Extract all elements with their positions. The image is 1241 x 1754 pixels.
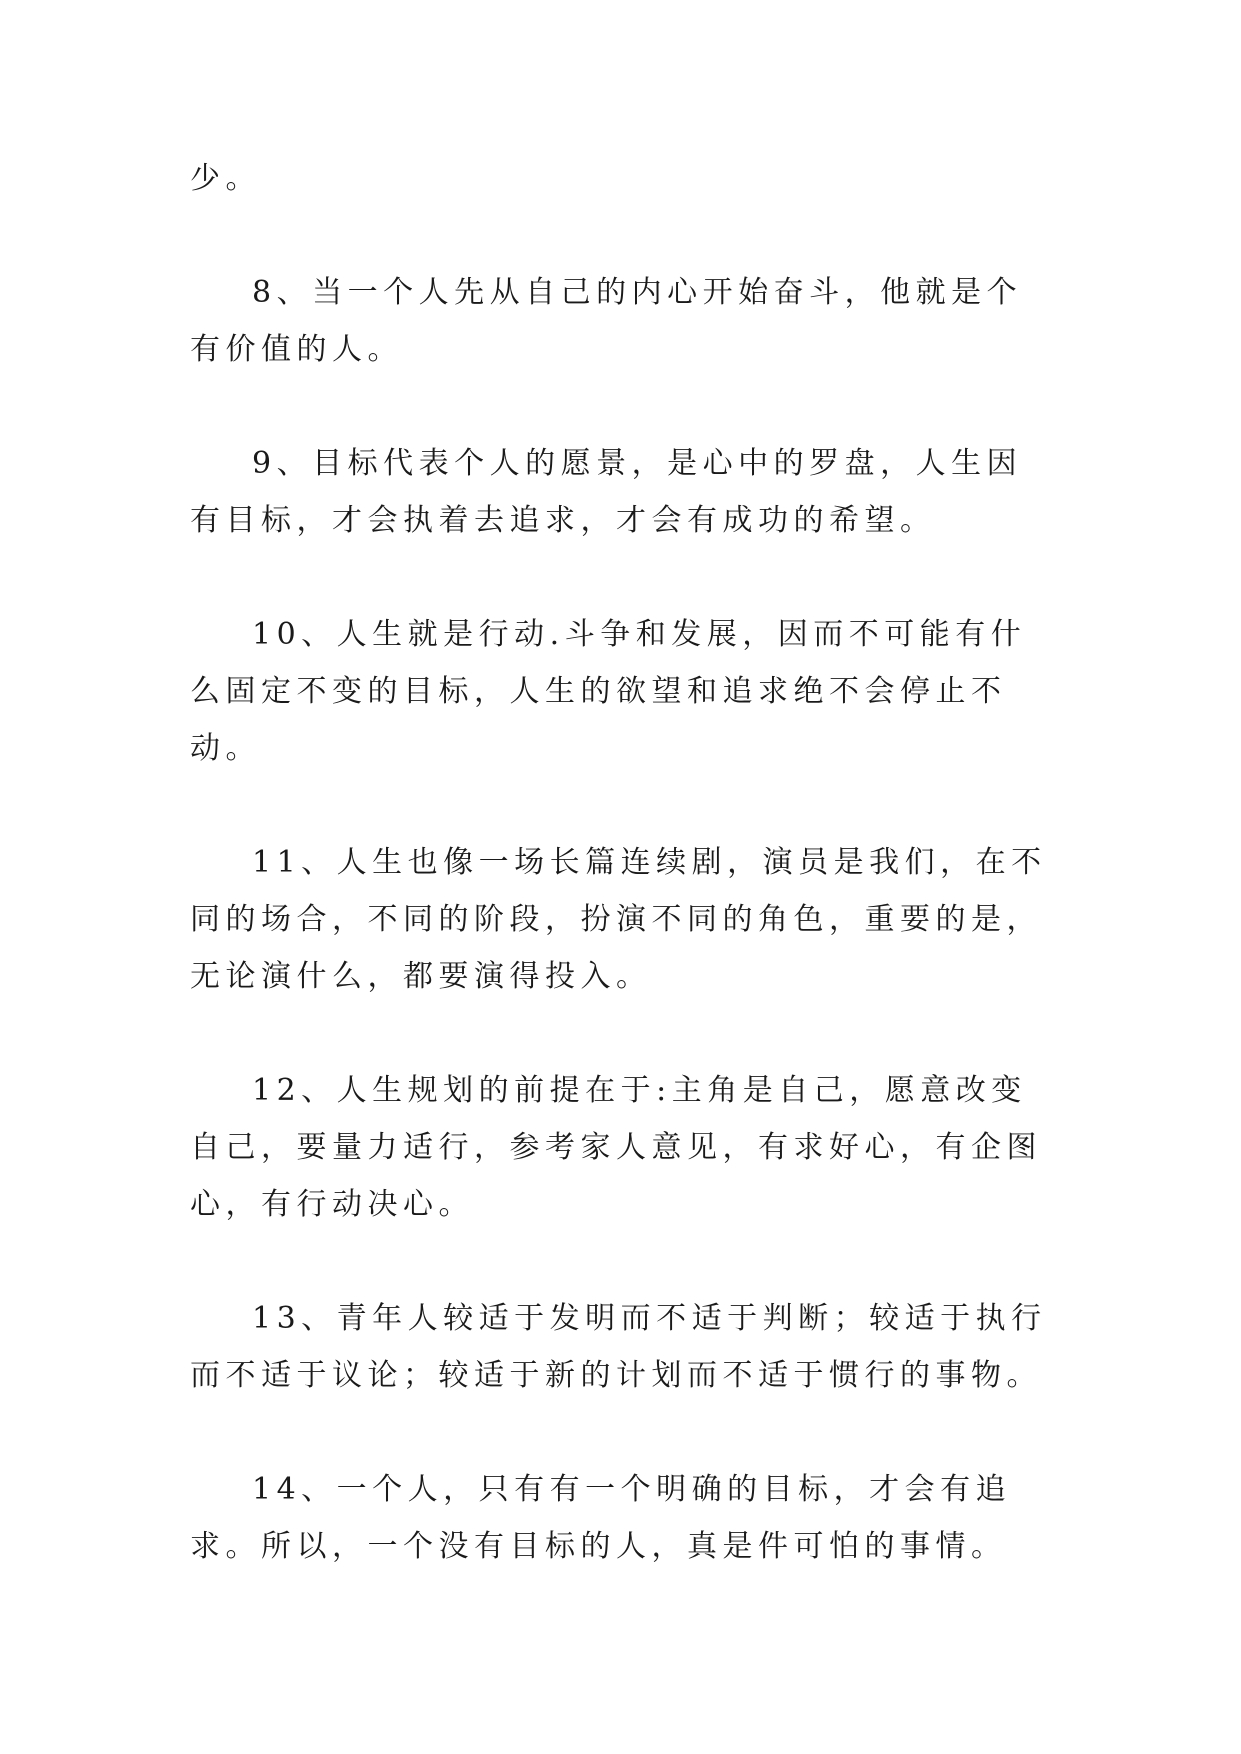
paragraph-continuation: 少。 <box>190 161 261 196</box>
paragraph-9: 9、目标代表个人的愿景，是心中的罗盘，人生因有目标，才会执着去追求，才会有成功的希望。 <box>190 446 1023 538</box>
paragraph-8: 8、当一个人先从自己的内心开始奋斗，他就是个有价值的人。 <box>190 275 1023 367</box>
paragraph-12: 12、人生规划的前提在于:主角是自己，愿意改变自己，要量力适行，参考家人意见，有求好心，有企图心，有行动决心。 <box>190 1073 1042 1222</box>
paragraph-14: 14、一个人，只有有一个明确的目标，才会有追求。所以，一个没有目标的人，真是件可怕的事情。 <box>190 1472 1012 1564</box>
paragraph-13: 13、青年人较适于发明而不适于判断；较适于执行而不适于议论；较适于新的计划而不适于惯行的事物。 <box>190 1301 1047 1393</box>
paragraph-11: 11、人生也像一场长篇连续剧，演员是我们，在不同的场合，不同的阶段，扮演不同的角色，重要的是，无论演什么，都要演得投入。 <box>190 845 1047 994</box>
document-body <box>190 150 1050 1575</box>
paragraph-10: 10、人生就是行动.斗争和发展，因而不可能有什么固定不变的目标，人生的欲望和追求绝不会停止不动。 <box>190 617 1027 766</box>
